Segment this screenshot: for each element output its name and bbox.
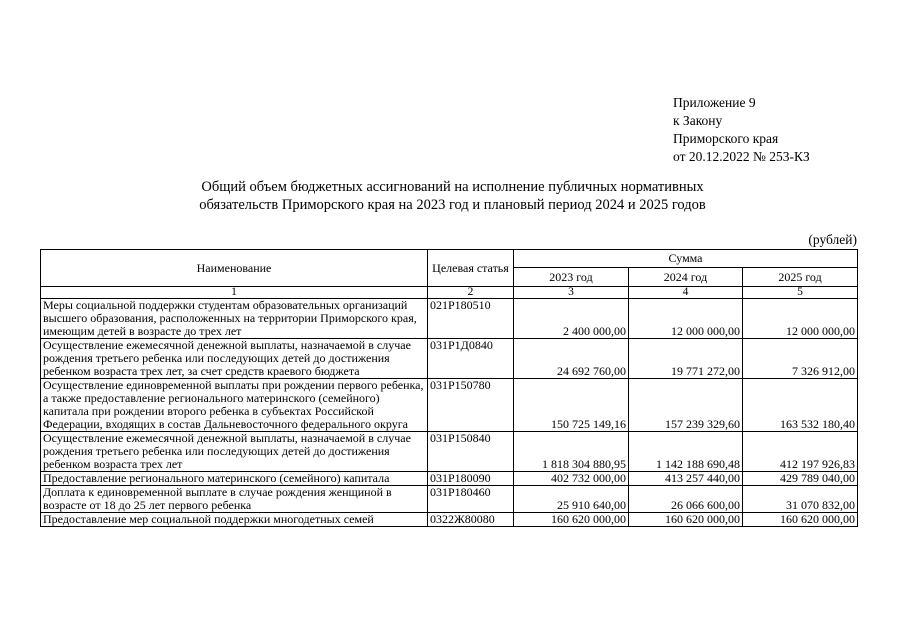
appendix-law-ref: к Закону bbox=[673, 113, 723, 128]
row-amount-2024: 19 771 272,00 bbox=[629, 339, 743, 379]
row-name: Осуществление единовременной выплаты при рождении первого ребенка, а также предоставление регионального материнского (семейного) капитала при рождении второго ребенка в субъектах Российской Федерации, входящих в состав Дальневосточного федерального округа bbox=[41, 379, 428, 432]
row-name: Осуществление ежемесячной денежной выплаты, назначаемой в случае рождения третьего ребенка или последующих детей до достижения ребенком возраста трех лет bbox=[41, 432, 428, 472]
row-amount-2024: 157 239 329,60 bbox=[629, 379, 743, 432]
budget-table bbox=[40, 249, 858, 527]
row-amount-2025: 163 532 180,40 bbox=[743, 379, 858, 432]
header-name: Наименование bbox=[41, 250, 428, 287]
column-number-row bbox=[41, 287, 858, 299]
row-code: 021Р180510 bbox=[428, 299, 514, 339]
header-sum: Сумма bbox=[514, 250, 858, 268]
row-amount-2023: 2 400 000,00 bbox=[514, 299, 629, 339]
appendix-number: Приложение 9 bbox=[673, 95, 756, 110]
title-line-2: обязательств Приморского края на 2023 год и плановый период 2024 и 2025 годов bbox=[199, 197, 706, 213]
row-amount-2024: 160 620 000,00 bbox=[629, 513, 743, 527]
row-amount-2024: 413 257 440,00 bbox=[629, 472, 743, 486]
row-name: Предоставление регионального материнского (семейного) капитала bbox=[41, 472, 428, 486]
row-amount-2025: 160 620 000,00 bbox=[743, 513, 858, 527]
row-amount-2025: 7 326 912,00 bbox=[743, 339, 858, 379]
appendix-date: от 20.12.2022 № 253-КЗ bbox=[673, 149, 810, 164]
row-amount-2023: 24 692 760,00 bbox=[514, 339, 629, 379]
header-2023: 2023 год bbox=[514, 268, 629, 287]
row-amount-2024: 1 142 188 690,48 bbox=[629, 432, 743, 472]
header-code: Целевая статья bbox=[428, 250, 514, 287]
column-number: 4 bbox=[629, 287, 743, 299]
document-title bbox=[0, 178, 905, 214]
row-amount-2023: 25 910 640,00 bbox=[514, 486, 629, 513]
row-amount-2023: 1 818 304 880,95 bbox=[514, 432, 629, 472]
row-code: 031Р150840 bbox=[428, 432, 514, 472]
column-number: 2 bbox=[428, 287, 514, 299]
table-row bbox=[41, 486, 858, 513]
row-amount-2025: 31 070 832,00 bbox=[743, 486, 858, 513]
row-code: 031Р180460 bbox=[428, 486, 514, 513]
header-2024: 2024 год bbox=[629, 268, 743, 287]
row-code: 031Р180090 bbox=[428, 472, 514, 486]
row-amount-2024: 12 000 000,00 bbox=[629, 299, 743, 339]
row-amount-2025: 412 197 926,83 bbox=[743, 432, 858, 472]
row-amount-2025: 429 789 040,00 bbox=[743, 472, 858, 486]
row-amount-2023: 150 725 149,16 bbox=[514, 379, 629, 432]
table-row bbox=[41, 379, 858, 432]
row-amount-2023: 160 620 000,00 bbox=[514, 513, 629, 527]
row-amount-2023: 402 732 000,00 bbox=[514, 472, 629, 486]
table-row bbox=[41, 299, 858, 339]
appendix-region: Приморского края bbox=[673, 131, 779, 146]
table-row bbox=[41, 513, 858, 527]
row-amount-2024: 26 066 600,00 bbox=[629, 486, 743, 513]
table-row bbox=[41, 432, 858, 472]
units-label: (рублей) bbox=[808, 232, 857, 247]
row-code: 0322Ж80080 bbox=[428, 513, 514, 527]
column-number: 3 bbox=[514, 287, 629, 299]
row-name: Осуществление ежемесячной денежной выплаты, назначаемой в случае рождения третьего ребенка или последующих детей до достижения ребенком возраста трех лет, за счет средств краевого бюджета bbox=[41, 339, 428, 379]
title-line-1: Общий объем бюджетных ассигнований на исполнение публичных нормативных bbox=[201, 179, 704, 195]
row-amount-2025: 12 000 000,00 bbox=[743, 299, 858, 339]
row-name: Меры социальной поддержки студентам образовательных организаций высшего образования, расположенных на территории Приморского края, имеющим детей в возрасте до трех лет bbox=[41, 299, 428, 339]
column-number: 5 bbox=[743, 287, 858, 299]
header-2025: 2025 год bbox=[743, 268, 858, 287]
row-name: Предоставление мер социальной поддержки многодетных семей bbox=[41, 513, 428, 527]
row-code: 031Р150780 bbox=[428, 379, 514, 432]
table-row bbox=[41, 339, 858, 379]
row-name: Доплата к единовременной выплате в случае рождения женщиной в возрасте от 18 до 25 лет первого ребенка bbox=[41, 486, 428, 513]
column-number: 1 bbox=[41, 287, 428, 299]
table-row bbox=[41, 472, 858, 486]
row-code: 031Р1Д0840 bbox=[428, 339, 514, 379]
appendix-reference bbox=[673, 94, 810, 166]
